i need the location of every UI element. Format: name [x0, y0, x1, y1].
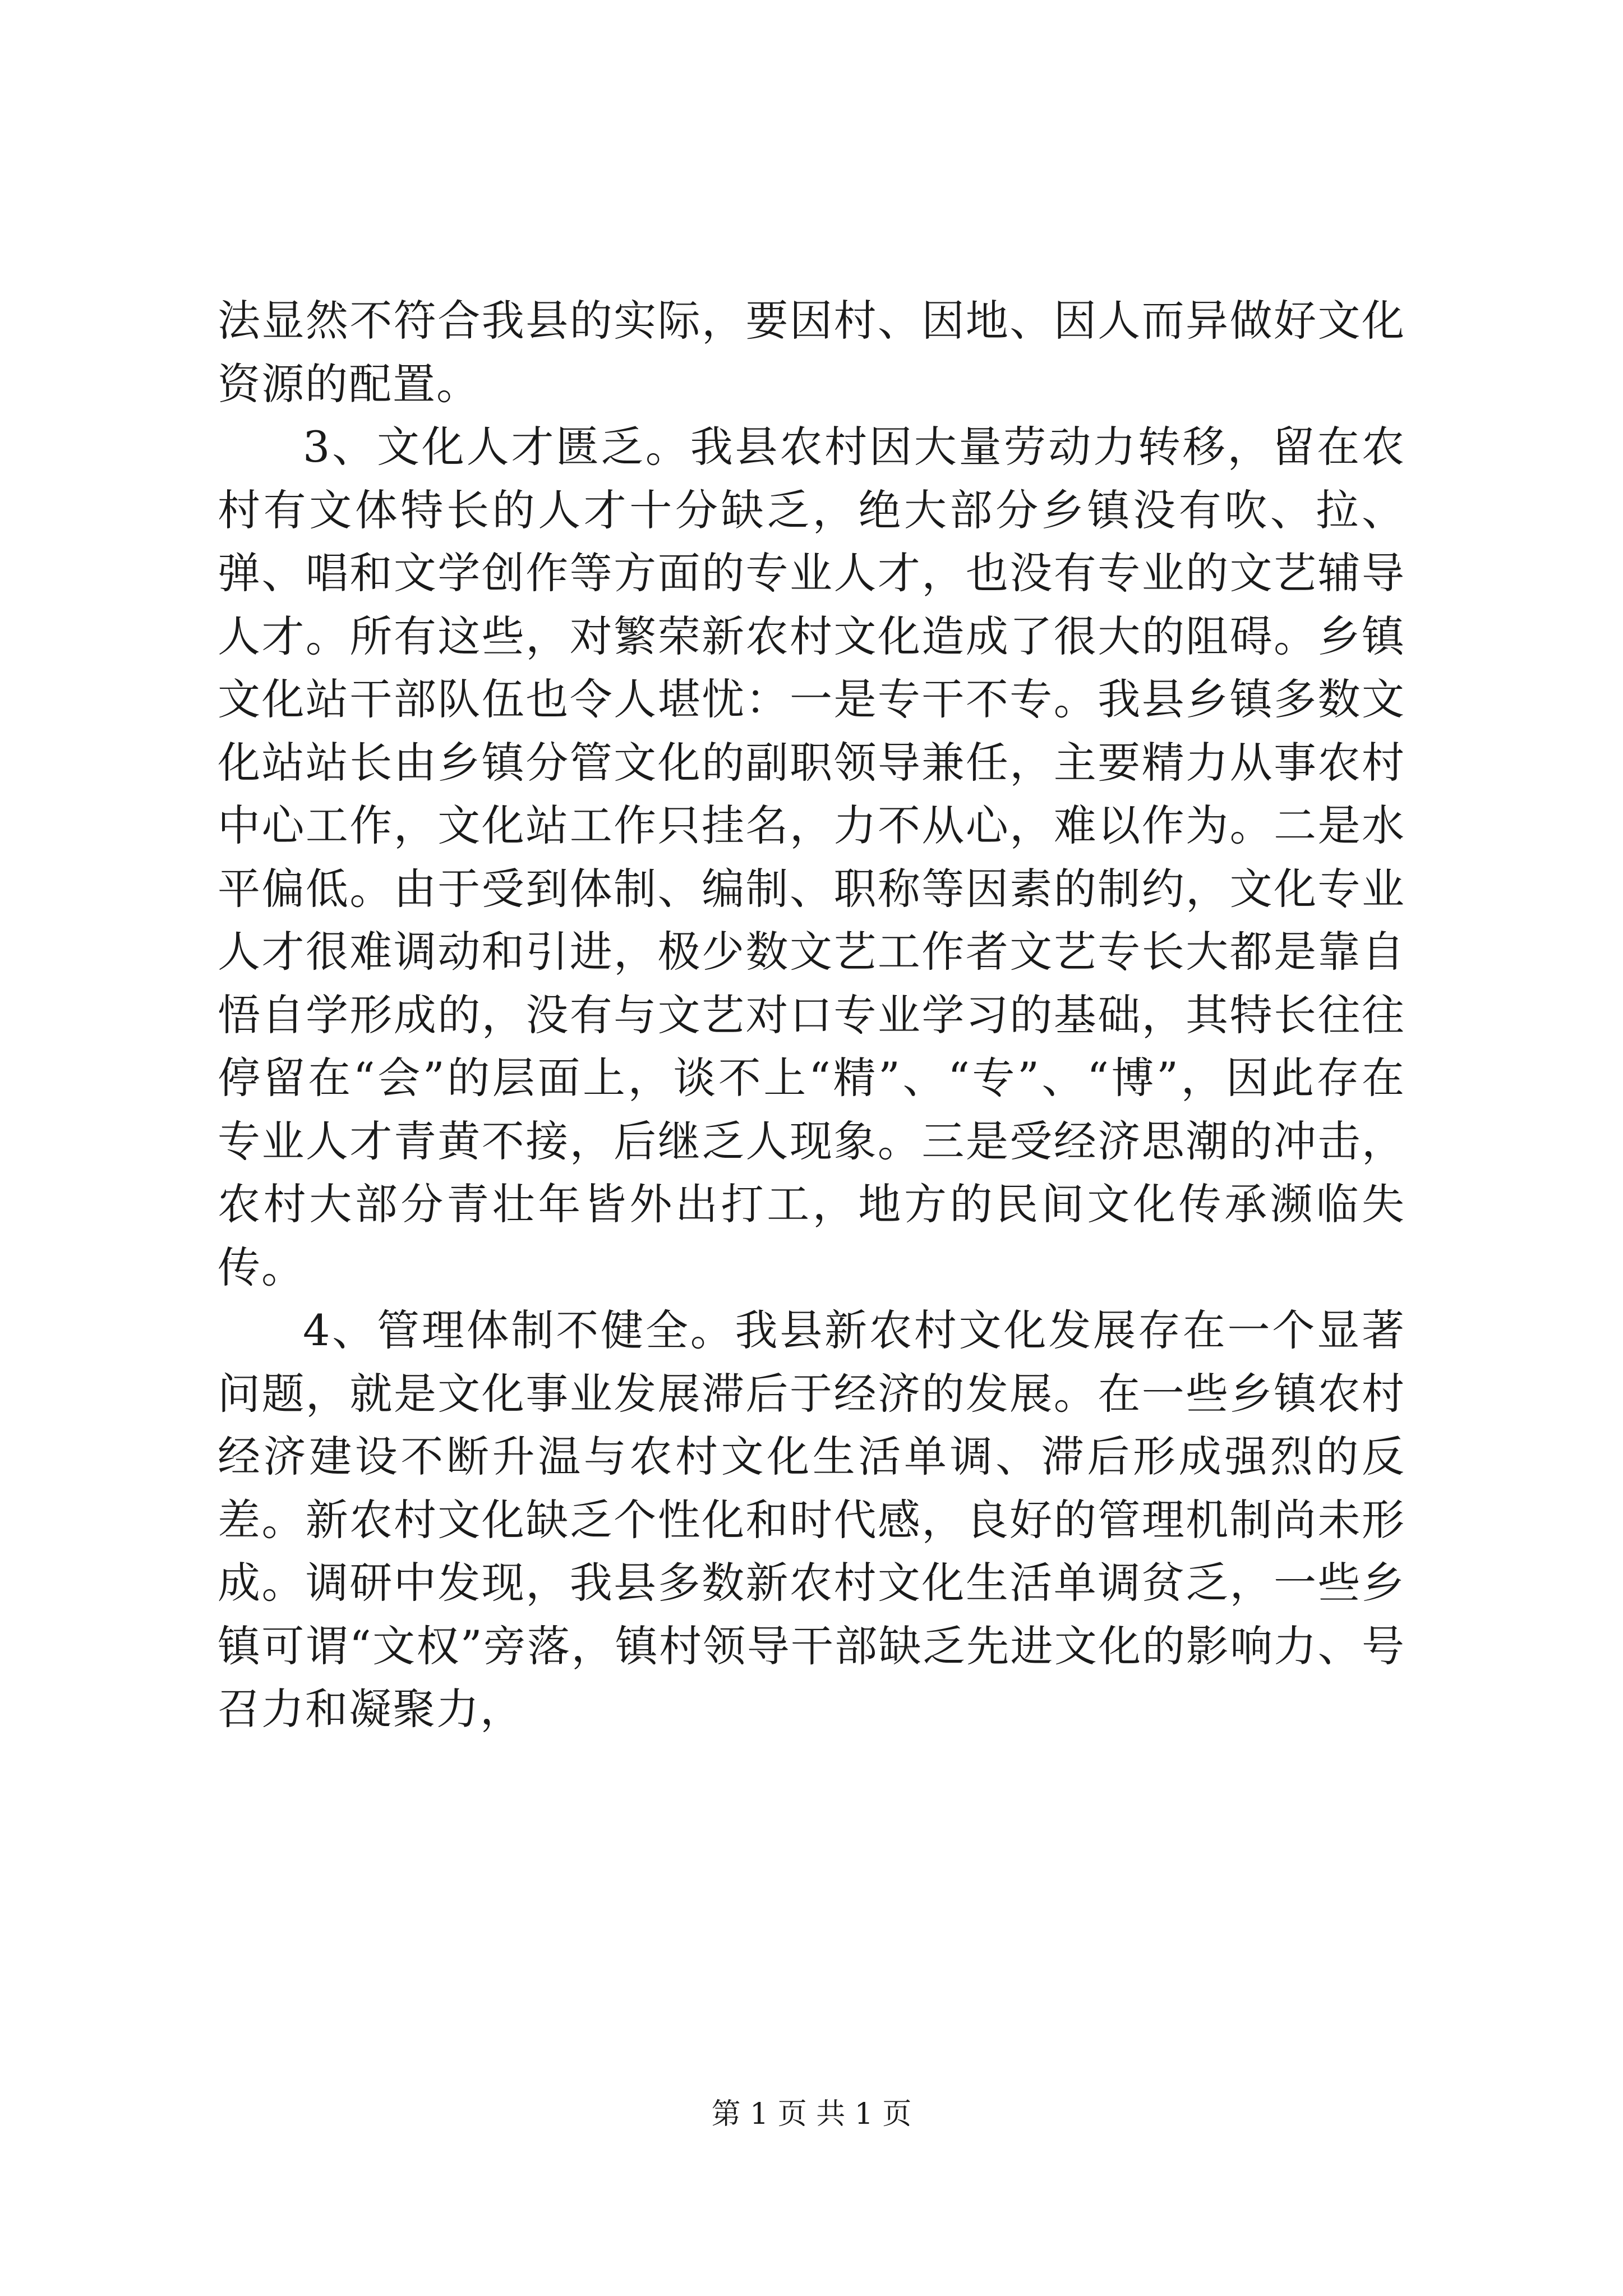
- page-footer: 第 1 页 共 1 页: [711, 2097, 912, 2131]
- paragraph-cultural-talent: 3、文化人才匮乏。我县农村因大量劳动力转移，留在农村有文体特长的人才十分缺乏，绝大部分乡镇没有吹、拉、弹、唱和文学创作等方面的专业人才，也没有专业的文艺辅导人才。所有这些，对繁荣新农村文化造成了很大的阻碍。乡镇文化站干部队伍也令人堪忧：一是专干不专。我县乡镇多数文化站站长由乡镇分管文化的副职领导兼任，主要精力从事农村中心工作，文化站工作只挂名，力不从心，难以作为。二是水平偏低。由于受到体制、编制、职称等因素的制约，文化专业人才很难调动和引进，极少数文艺工作者文艺专长大都是靠自悟自学形成的，没有与文艺对口专业学习的基础，其特长往往停留在“会”的层面上，谈不上“精”、“专”、“博”，因此存在专业人才青黄不接，后继乏人现象。三是受经济思潮的冲击，农村大部分青壮年皆外出打工，地方的民间文化传承濒临失传。: [218, 422, 1405, 1292]
- paragraph-continuation: 法显然不符合我县的实际，要因村、因地、因人而异做好文化资源的配置。: [218, 296, 1405, 409]
- document-body: [218, 289, 1405, 1741]
- paragraph-management-system: 4、管理体制不健全。我县新农村文化发展存在一个显著问题，就是文化事业发展滞后于经济的发展。在一些乡镇农村经济建设不断升温与农村文化生活单调、滞后形成强烈的反差。新农村文化缺乏个性化和时代感，良好的管理机制尚未形成。调研中发现，我县多数新农村文化生活单调贫乏，一些乡镇可谓“文权”旁落，镇村领导干部缺乏先进文化的影响力、号召力和凝聚力，: [218, 1305, 1405, 1734]
